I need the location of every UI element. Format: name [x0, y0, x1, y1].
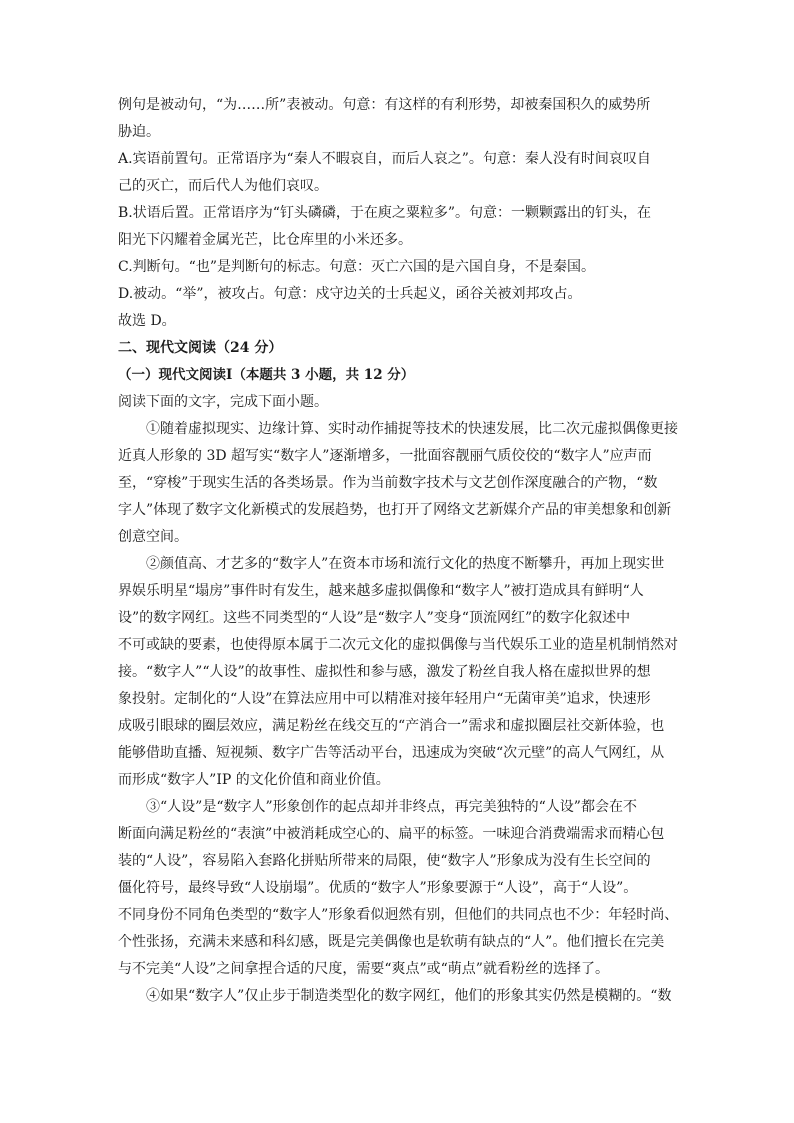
- passage-line: 接。“数字人”“人设”的故事性、虚拟性和参与感，激发了粉丝自我人格在虚拟世界的想: [118, 664, 651, 680]
- paragraph-1: [118, 416, 680, 551]
- passage-line: ④如果“数字人”仅止步于制造类型化的数字网红，他们的形象其实仍然是模糊的。“数: [146, 988, 672, 1004]
- passage-line: ②颜值高、才艺多的“数字人”在资本市场和流行文化的热度不断攀升，再加上现实世: [146, 556, 665, 572]
- section-subtitle: （一）现代文阅读Ⅰ（本题共 3 小题，共 12 分）: [118, 367, 415, 383]
- section-title: 二、现代文阅读（24 分）: [118, 340, 283, 356]
- passage-line: 象投射。定制化的“人设”在算法应用中可以精准对接年轻用户“无菌审美”追求，快速形: [118, 691, 651, 707]
- passage-line: 至，“穿梭”于现实生活的各类场景。作为当前数字技术与文艺创作深度融合的产物，“数: [118, 475, 658, 491]
- option-c-line: C.判断句。“也”是判断句的标志。句意：灭亡六国的是六国自身，不是秦国。: [118, 259, 595, 275]
- passage-line: 成吸引眼球的圈层效应，满足粉丝在线交互的“产消合一”需求和虚拟圈层社交新体验，也: [118, 718, 665, 734]
- answer-explanation: [118, 92, 680, 335]
- passage-line: 字人”体现了数字文化新模式的发展趋势，也打开了网络文艺新媒介产品的审美想象和创新: [118, 502, 672, 518]
- passage-line: 创意空间。: [118, 529, 188, 545]
- passage-line: 而形成“数字人”IP 的文化价值和商业价值。: [118, 772, 390, 788]
- option-d-line: D.被动。“举”，被攻占。句意：戍守边关的士兵起义，函谷关被刘邦攻占。: [118, 286, 582, 302]
- answer-line: 故选 D。: [118, 313, 176, 329]
- option-a-line: A.宾语前置句。正常语序为“秦人不暇哀自，而后人哀之”。句意：秦人没有时间哀叹自: [118, 151, 651, 167]
- passage-line: ③“人设”是“数字人”形象创作的起点却并非终点，再完美独特的“人设”都会在不: [146, 799, 637, 815]
- passage-line: 界娱乐明星“塌房”事件时有发生，越来越多虚拟偶像和“数字人”被打造成具有鲜明“人: [118, 583, 644, 599]
- passage-line: 近真人形象的 3D 超写实“数字人”逐渐增多，一批面容靓丽气质佼佼的“数字人”应声而: [118, 448, 652, 464]
- instruction-text: 阅读下面的文字，完成下面小题。: [118, 394, 328, 410]
- passage-line: ①随着虚拟现实、边缘计算、实时动作捕捉等技术的快速发展，比二次元虚拟偶像更接: [146, 421, 678, 437]
- passage-line: 不同身份不同角色类型的“数字人”形象看似迥然有别，但他们的共同点也不少：年轻时尚、: [118, 907, 679, 923]
- passage-line: 装的“人设”，容易陷入套路化拼贴所带来的局限，使“数字人”形象成为没有生长空间的: [118, 853, 651, 869]
- passage-line: 与不完美“人设”之间拿捏合适的尺度，需要“爽点”或“萌点”就看粉丝的选择了。: [118, 961, 609, 977]
- passage-line: 设”的数字网红。这些不同类型的“人设”是“数字人”变身“顶流网红”的数字化叙述中: [118, 610, 631, 626]
- document-page: [118, 92, 680, 1010]
- option-b-line: B.状语后置。正常语序为“钉头磷磷，于在庾之粟粒多”。句意：一颗颗露出的钉头，在: [118, 205, 652, 221]
- passage-line: 不可或缺的要素，也使得原本属于二次元文化的虚拟偶像与当代娱乐工业的造星机制悄然对: [118, 637, 678, 653]
- passage-line: 断面向满足粉丝的“表演”中被消耗成空心的、扁平的标签。一味迎合消费端需求而精心包: [118, 826, 665, 842]
- passage-line: 能够借助直播、短视频、数字广告等活动平台，迅速成为突破“次元壁”的高人气网红，从: [118, 745, 665, 761]
- explanation-line: 例句是被动句，“为……所”表被动。句意：有这样的有利形势，却被秦国积久的威势所: [118, 97, 651, 113]
- passage: [118, 416, 680, 1010]
- explanation-line: 胁迫。: [118, 124, 160, 140]
- paragraph-2: [118, 551, 680, 794]
- option-a-line: 己的灭亡，而后代人为他们哀叹。: [118, 178, 328, 194]
- paragraph-3: [118, 794, 680, 983]
- passage-line: 僵化符号，最终导致“人设崩塌”。优质的“数字人”形象要源于“人设”，高于“人设”。: [118, 880, 638, 896]
- option-b-line: 阳光下闪耀着金属光芒，比仓库里的小米还多。: [118, 232, 412, 248]
- passage-line: 个性张扬，充满未来感和科幻感，既是完美偶像也是软萌有缺点的“人”。他们擅长在完美: [118, 934, 665, 950]
- paragraph-4: [118, 983, 680, 1010]
